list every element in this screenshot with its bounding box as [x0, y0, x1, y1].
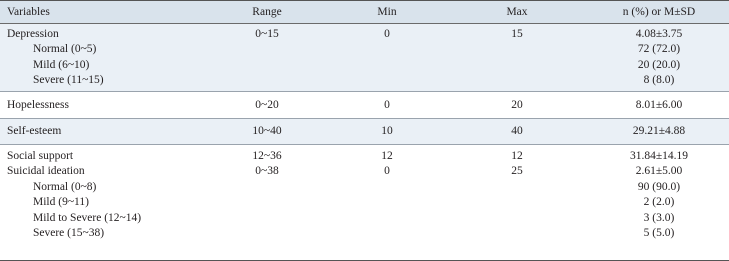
min-value: 0 — [384, 165, 390, 178]
variable-value: Suicidal ideation — [7, 165, 85, 178]
max-value: 12 — [511, 150, 523, 162]
table-row — [0, 24, 729, 92]
min-value — [322, 211, 452, 226]
range-value: 0~20 — [255, 99, 279, 111]
range-cell — [212, 24, 322, 92]
variable-value: Severe (11~15) — [33, 74, 104, 87]
max-value — [452, 195, 582, 210]
max-value: 15 — [511, 28, 523, 40]
variable-cell — [0, 145, 212, 261]
min-value — [322, 180, 452, 195]
variable-value: Mild to Severe (12~14) — [33, 211, 142, 224]
min-cell — [322, 24, 452, 92]
min-value — [322, 195, 452, 210]
header-min: Min — [322, 1, 452, 24]
min-value: 0 — [384, 28, 390, 40]
stat-value: 5 (5.0) — [643, 227, 675, 240]
max-cell — [452, 145, 582, 261]
range-value — [212, 180, 322, 195]
header-stat: n (%) or M±SD — [582, 1, 729, 24]
max-value — [452, 73, 582, 88]
variable-value: Mild (6~10) — [33, 58, 90, 71]
range-value: 0~15 — [255, 28, 279, 40]
stat-cell — [582, 92, 729, 119]
variable-value: Depression — [7, 28, 59, 40]
stat-value: 90 (90.0) — [637, 180, 681, 193]
max-value — [452, 211, 582, 226]
range-value — [212, 211, 322, 226]
variable-value: Self-esteem — [7, 125, 62, 137]
variable-value: Normal (0~5) — [33, 43, 97, 56]
variable-cell — [0, 92, 212, 119]
table-body — [0, 24, 729, 261]
range-value: 10~40 — [252, 125, 282, 137]
table-row — [0, 119, 729, 145]
max-value: 20 — [511, 99, 523, 111]
stat-value: 8.01±6.00 — [635, 99, 683, 111]
stat-value: 72 (72.0) — [637, 43, 681, 56]
min-value: 10 — [381, 125, 393, 137]
min-cell — [322, 92, 452, 119]
range-cell — [212, 119, 322, 145]
max-cell — [452, 119, 582, 145]
stat-value: 2 (2.0) — [643, 196, 675, 209]
max-value: 40 — [511, 125, 523, 137]
min-value: 12 — [381, 150, 393, 162]
range-value — [212, 226, 322, 241]
stat-value: 4.08±3.75 — [635, 28, 683, 40]
stat-value: 3 (3.0) — [643, 211, 675, 224]
min-value — [322, 58, 452, 73]
table-row — [0, 92, 729, 119]
range-value — [212, 195, 322, 210]
header-variables: Variables — [0, 1, 212, 24]
max-value — [452, 58, 582, 73]
range-value — [212, 58, 322, 73]
min-cell — [322, 145, 452, 261]
stat-value: 31.84±14.19 — [629, 150, 689, 162]
max-value — [452, 42, 582, 57]
min-value — [322, 42, 452, 57]
min-value — [322, 73, 452, 88]
stat-value: 2.61±5.00 — [635, 165, 683, 178]
table-row — [0, 145, 729, 261]
range-value — [212, 42, 322, 57]
range-value: 0~38 — [255, 165, 279, 178]
max-value — [452, 180, 582, 195]
range-cell — [212, 92, 322, 119]
variable-value: Severe (15~38) — [33, 227, 105, 240]
variable-cell — [0, 119, 212, 145]
max-value — [452, 226, 582, 241]
stat-cell — [582, 145, 729, 261]
min-value: 0 — [384, 99, 390, 111]
max-cell — [452, 24, 582, 92]
range-value — [212, 73, 322, 88]
range-value: 12~36 — [252, 150, 282, 162]
max-value: 25 — [511, 165, 523, 178]
variable-value: Normal (0~8) — [33, 180, 97, 193]
header-max: Max — [452, 1, 582, 24]
stat-cell — [582, 119, 729, 145]
max-cell — [452, 92, 582, 119]
stat-value: 8 (8.0) — [643, 74, 675, 87]
variable-value: Mild (9~11) — [33, 196, 89, 209]
min-cell — [322, 119, 452, 145]
min-value — [322, 226, 452, 241]
variable-cell — [0, 24, 212, 92]
stat-value: 29.21±4.88 — [632, 125, 686, 137]
header-range: Range — [212, 1, 322, 24]
header-row — [0, 1, 729, 24]
stat-cell — [582, 24, 729, 92]
variable-value: Hopelessness — [7, 99, 69, 111]
stat-value: 20 (20.0) — [637, 58, 681, 71]
range-cell — [212, 145, 322, 261]
variable-value: Social support — [7, 150, 74, 162]
